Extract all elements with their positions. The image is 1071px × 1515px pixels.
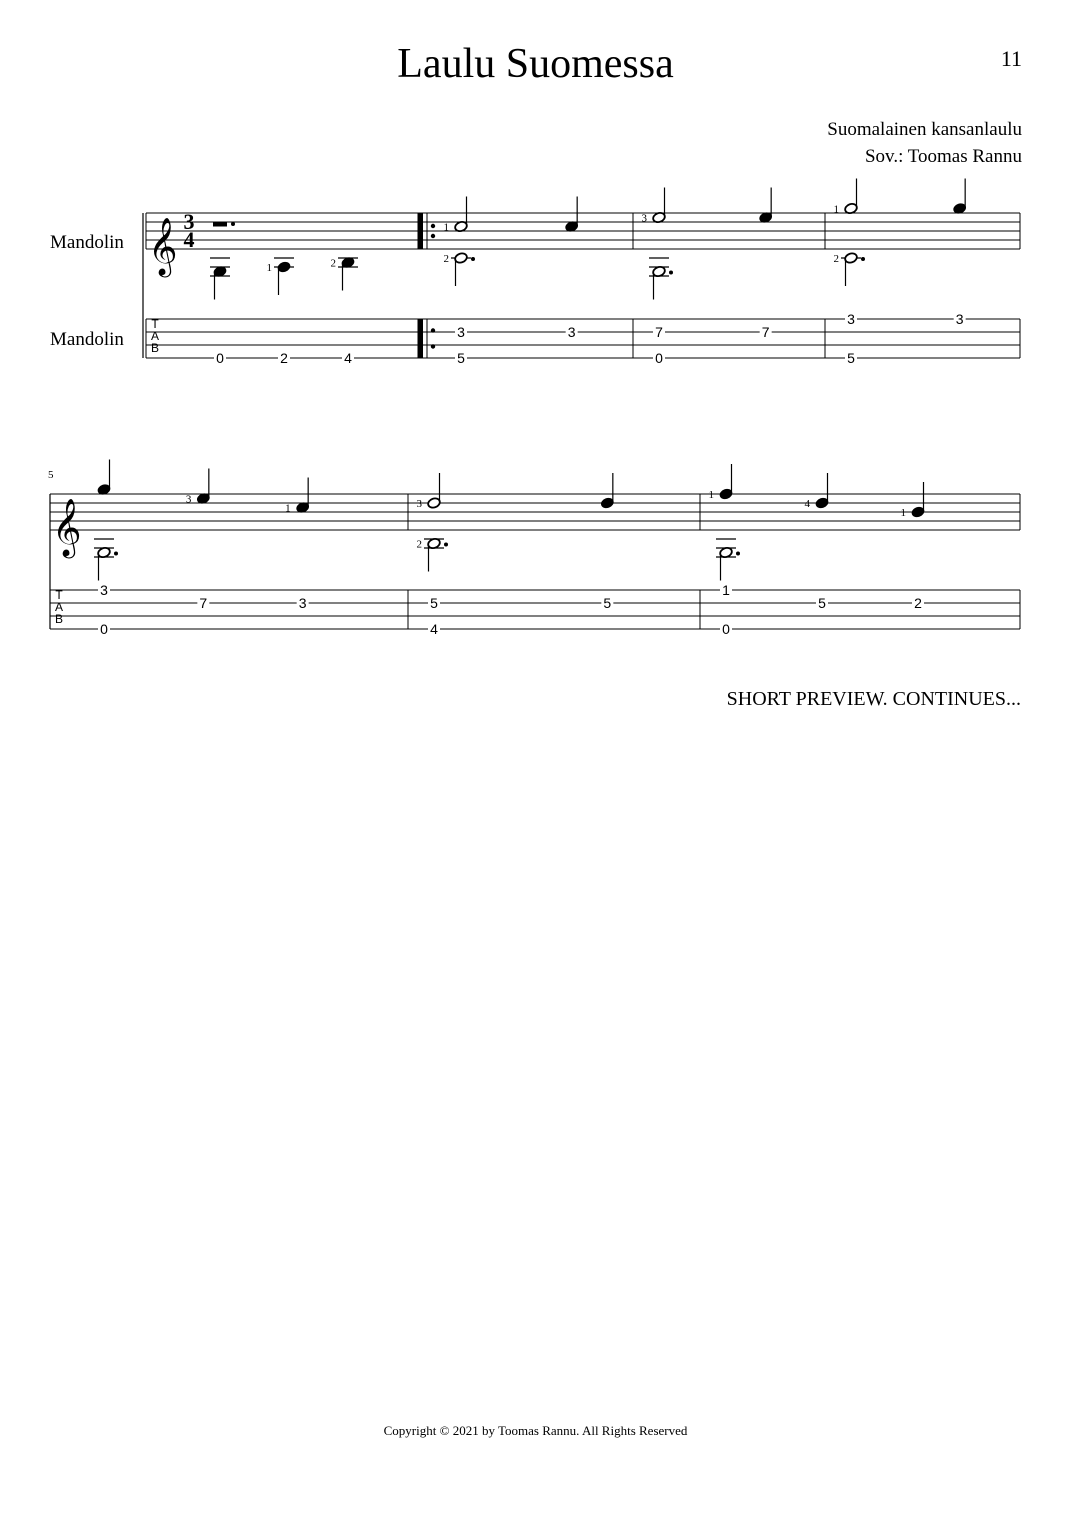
repeat-thick-bar: [418, 213, 423, 249]
tab-clef-letter: B: [54, 612, 64, 626]
fingering-number: 3: [416, 498, 422, 510]
fingering-number: 1: [833, 203, 839, 216]
fingering-number: 1: [285, 502, 291, 515]
augmentation-dot: [669, 271, 673, 275]
treble-clef-icon: 𝄞: [148, 217, 178, 275]
tab-fret-number: 5: [430, 595, 438, 611]
augmentation-dot: [114, 552, 118, 556]
tab-fret-number: 0: [722, 621, 730, 637]
tab-fret-number: 3: [298, 595, 307, 611]
tab-clef-letter: A: [54, 600, 64, 614]
tab-fret-number: 0: [216, 350, 224, 366]
tab-fret-number: 7: [655, 324, 663, 340]
instrument-label-staff: Mandolin: [50, 232, 124, 253]
tab-fret-number: 3: [100, 582, 108, 598]
fingering-number: 3: [641, 212, 647, 225]
augmentation-dot: [861, 257, 865, 261]
tab-fret-number: 5: [603, 595, 612, 611]
tab-fret-number: 3: [457, 324, 465, 340]
augmentation-dot: [736, 552, 740, 556]
tab-fret-number: 0: [655, 350, 663, 366]
tab-clef-letter: T: [151, 317, 159, 331]
repeat-dot: [431, 328, 435, 332]
tab-fret-number: 2: [914, 595, 922, 611]
copyright-notice: Copyright © 2021 by Toomas Rannu. All Rights Reserved: [383, 1423, 688, 1438]
tab-fret-number: 5: [818, 595, 826, 611]
tab-fret-number: 1: [722, 582, 730, 598]
fingering-number: 2: [833, 253, 839, 265]
composer-line: Suomalainen kansanlaulu: [827, 119, 1022, 140]
tab-fret-number: 3: [847, 311, 855, 327]
fingering-number: 3: [185, 493, 192, 506]
fingering-number: 2: [330, 257, 336, 270]
fingering-number: 2: [416, 538, 422, 551]
treble-clef-icon: 𝄞: [52, 498, 82, 556]
tab-fret-number: 5: [847, 350, 855, 366]
time-signature-beats: 3: [183, 209, 195, 234]
instrument-label-tab: Mandolin: [50, 329, 124, 350]
measure-number: 5: [48, 469, 54, 481]
rest-dot: [231, 222, 235, 226]
tab-fret-number: 7: [761, 324, 770, 340]
repeat-dot: [431, 234, 435, 238]
fingering-number: 2: [443, 253, 449, 265]
tab-fret-number: 4: [430, 621, 438, 637]
arranger-line: Sov.: Toomas Rannu: [864, 146, 1022, 167]
preview-note: SHORT PREVIEW. CONTINUES...: [726, 688, 1021, 710]
repeat-dot: [431, 344, 435, 348]
tab-fret-number: 4: [344, 350, 352, 366]
tab-clef-letter: A: [150, 329, 160, 343]
repeat-thick-bar: [418, 319, 423, 358]
fingering-number: 1: [266, 262, 272, 274]
tab-fret-number: 5: [457, 350, 465, 366]
fingering-number: 1: [443, 221, 449, 234]
repeat-dot: [431, 224, 435, 228]
page-title: Laulu Suomessa: [397, 41, 674, 87]
fingering-number: 1: [900, 507, 906, 519]
tab-fret-number: 0: [100, 621, 108, 637]
augmentation-dot: [444, 543, 448, 547]
tab-clef-letter: T: [55, 588, 63, 602]
page-number: 11: [1000, 46, 1022, 71]
half-rest-icon: [213, 222, 227, 227]
tab-fret-number: 3: [955, 311, 964, 327]
augmentation-dot: [471, 257, 475, 261]
time-signature-unit: 4: [183, 227, 195, 252]
tab-fret-number: 2: [280, 350, 288, 366]
tab-fret-number: 3: [567, 324, 576, 340]
tab-clef-letter: B: [150, 341, 160, 355]
fingering-number: 4: [804, 498, 810, 510]
tab-fret-number: 7: [199, 595, 208, 611]
fingering-number: 1: [708, 489, 714, 501]
